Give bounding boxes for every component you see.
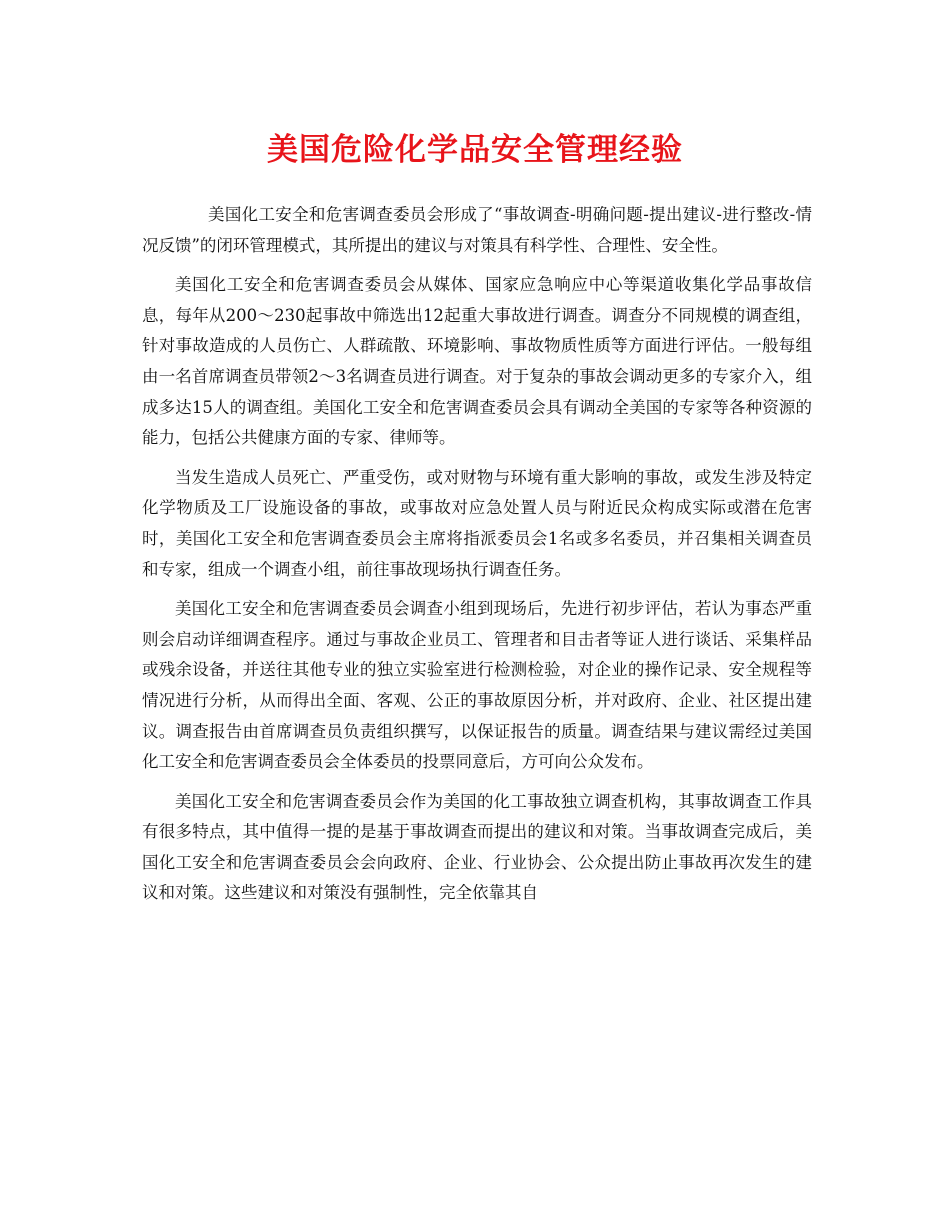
paragraph: 美国化工安全和危害调查委员会作为美国的化工事故独立调查机构，其事故调查工作具有很多特点，其中值得一提的是基于事故调查而提出的建议和对策。当事故调查完成后，美国化工安全和危害调查委员会会向政府、企业、行业协会、公众提出防止事故再次发生的建议和对策。这些建议和对策没有强制性，完全依靠其自 [142,791,812,903]
document-title: 美国危险化学品安全管理经验 [267,132,683,168]
paragraph: 当发生造成人员死亡、严重受伤，或对财物与环境有重大影响的事故，或发生涉及特定化学物质及工厂设施设备的事故，或事故对应急处置人员与附近民众构成实际或潜在危害时，美国化工安全和危害调查委员会主席将指派委员会1名或多名委员，并召集相关调查员和专家，组成一个调查小组，前往事故现场执行调查任务。 [142,467,812,579]
document-body [142,200,812,918]
paragraph: 美国化工安全和危害调查委员会从媒体、国家应急响应中心等渠道收集化学品事故信息，每年从200～230起事故中筛选出12起重大事故进行调查。调查分不同规模的调查组，针对事故造成的人员伤亡、人群疏散、环境影响、事故物质性质等方面进行评估。一般每组由一名首席调查员带领2～3名调查员进行调查。对于复杂的事故会调动更多的专家介入，组成多达15人的调查组。美国化工安全和危害调查委员会具有调动全美国的专家等各种资源的能力，包括公共健康方面的专家、律师等。 [142,275,812,448]
paragraph: 美国化工安全和危害调查委员会调查小组到现场后，先进行初步评估，若认为事态严重则会启动详细调查程序。通过与事故企业员工、管理者和目击者等证人进行谈话、采集样品或残余设备，并送往其他专业的独立实验室进行检测检验，对企业的操作记录、安全规程等情况进行分析，从而得出全面、客观、公正的事故原因分析，并对政府、企业、社区提出建议。调查报告由首席调查员负责组织撰写，以保证报告的质量。调查结果与建议需经过美国化工安全和危害调查委员会全体委员的投票同意后，方可向公众发布。 [142,599,812,772]
paragraph: 美国化工安全和危害调查委员会形成了“事故调查-明确问题-提出建议-进行整改-情况反馈”的闭环管理模式，其所提出的建议与对策具有科学性、合理性、安全性。 [142,205,812,255]
